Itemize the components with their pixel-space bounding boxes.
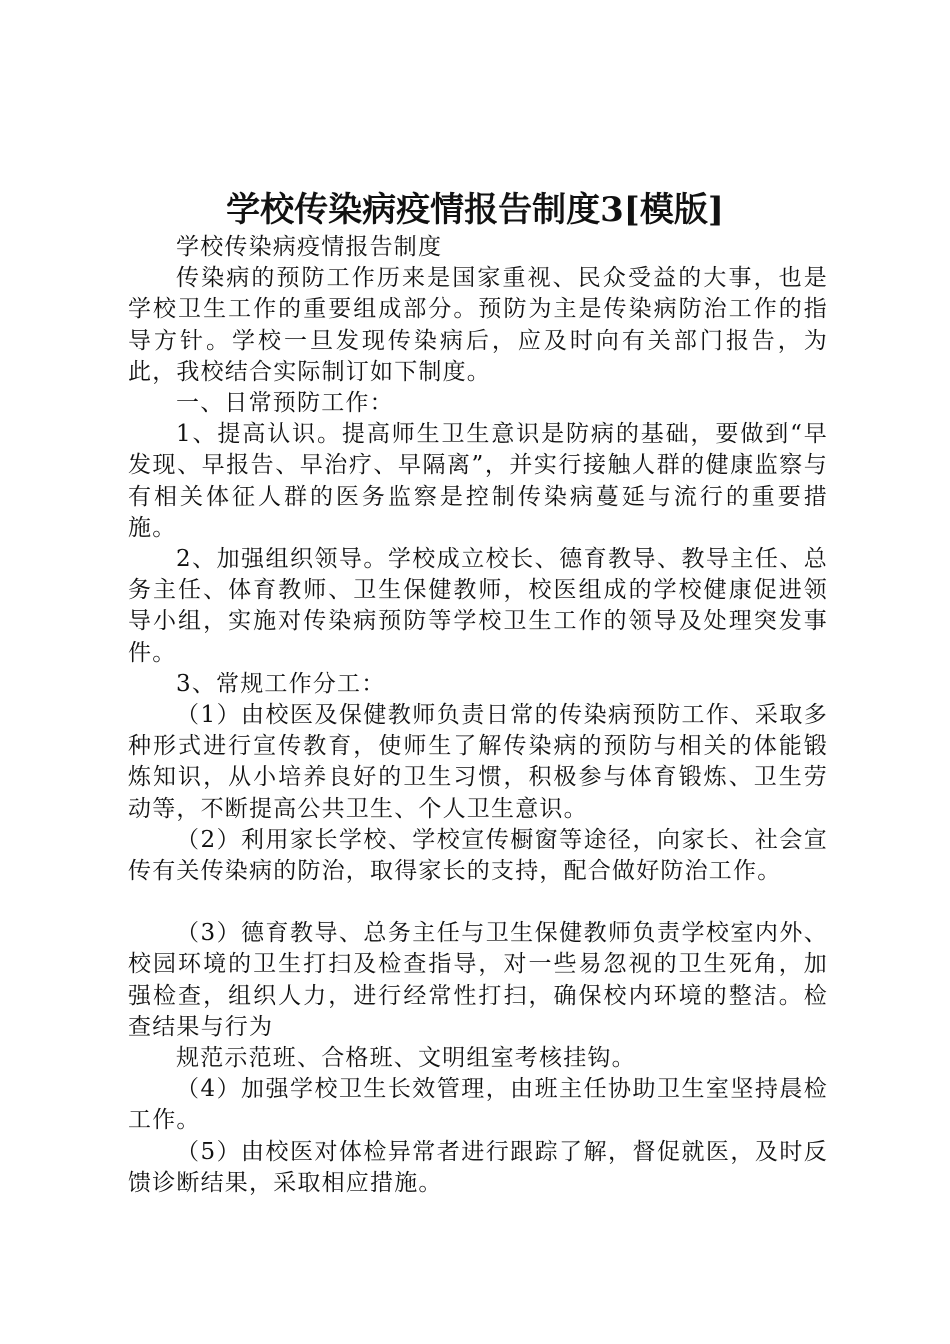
paragraph-subitem-4: （4）加强学校卫生长效管理，由班主任协助卫生室坚持晨检工作。 xyxy=(128,1076,828,1134)
paragraph-subitem-3: （3）德育教导、总务主任与卫生保健教师负责学校室内外、校园环境的卫生打扫及检查指导，对一些易忽视的卫生死角，加强检查，组织人力，进行经常性打扫，确保校内环境的整洁。检查结果与行为 xyxy=(128,920,828,1040)
paragraph-item-3-heading: 3、常规工作分工： xyxy=(176,670,386,697)
document-body xyxy=(128,232,828,1199)
paragraph-subitem-1: （1）由校医及保健教师负责日常的传染病预防工作、采取多种形式进行宣传教育，使师生了解传染病的预防与相关的体能锻炼知识，从小培养良好的卫生习惯，积极参与体育锻炼、卫生劳动等，不断提高公共卫生、个人卫生意识。 xyxy=(128,702,828,822)
paragraph-subtitle: 学校传染病疫情报告制度 xyxy=(176,234,443,260)
paragraph-item-2: 2、加强组织领导。学校成立校长、德育教导、教导主任、总务主任、体育教师、卫生保健教师，校医组成的学校健康促进领导小组，实施对传染病预防等学校卫生工作的领导及处理突发事件。 xyxy=(128,546,828,666)
paragraph-subitem-5: （5）由校医对体检异常者进行跟踪了解，督促就医，及时反馈诊断结果，采取相应措施。 xyxy=(128,1138,828,1196)
paragraph-item-1: 1、提高认识。提高师生卫生意识是防病的基础，要做到“早发现、早报告、早治疗、早隔离”，并实行接触人群的健康监察与有相关体征人群的医务监察是控制传染病蔓延与流行的重要措施。 xyxy=(128,421,828,541)
paragraph-intro: 传染病的预防工作历来是国家重视、民众受益的大事，也是学校卫生工作的重要组成部分。预防为主是传染病防治工作的指导方针。学校一旦发现传染病后，应及时向有关部门报告，为此，我校结合实际制订如下制度。 xyxy=(128,265,828,385)
paragraph-subitem-2: （2）利用家长学校、学校宣传橱窗等途径，向家长、社会宣传有关传染病的防治，取得家长的支持，配合做好防治工作。 xyxy=(128,826,828,885)
document-title: 学校传染病疫情报告制度3[模版] xyxy=(226,190,724,230)
paragraph-subitem-3-continued: 规范示范班、合格班、文明组室考核挂钩。 xyxy=(176,1045,636,1072)
section-heading-daily-prevention: 一、日常预防工作： xyxy=(176,390,394,417)
